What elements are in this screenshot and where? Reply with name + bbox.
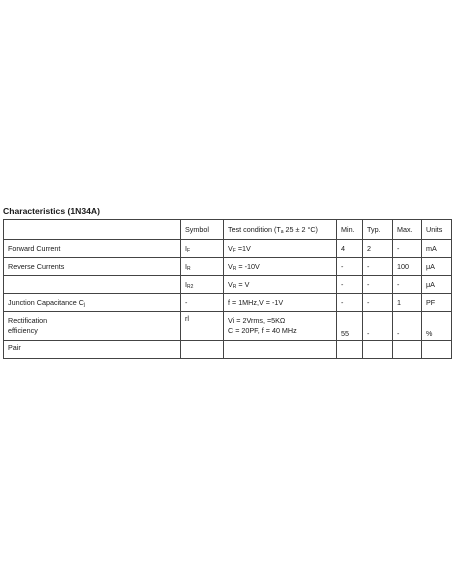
cell-typ: - [363, 312, 393, 341]
cell-min: 4 [337, 240, 363, 258]
cell-symbol: rl [181, 312, 224, 341]
cell-units [422, 341, 452, 359]
cell-parameter-main: Junction Capacitance C [8, 297, 84, 307]
cell-typ: 2 [363, 240, 393, 258]
cell-condition-line1: Vi = 2Vrms, =5KΩ [228, 316, 286, 325]
cell-condition-line2: C = 20PF, f = 40 MHz [228, 326, 297, 335]
cell-min: - [337, 258, 363, 276]
cell-parameter: Pair [4, 341, 181, 359]
cell-symbol-sub: F [187, 247, 191, 254]
cell-symbol [181, 240, 224, 258]
cell-max: - [393, 312, 422, 341]
cell-condition [224, 258, 337, 276]
cell-units: % [422, 312, 452, 341]
cell-units: μA [422, 258, 452, 276]
cell-units: PF [422, 294, 452, 312]
header-parameter [4, 220, 181, 240]
table-header-row [4, 220, 452, 240]
cell-symbol-main: I [185, 243, 187, 253]
cell-min: 55 [337, 312, 363, 341]
cell-min: - [337, 276, 363, 294]
cell-units: μA [422, 276, 452, 294]
cell-condition-main: V [228, 279, 233, 289]
cell-parameter-line2: efficiency [8, 326, 38, 335]
cell-symbol: - [181, 294, 224, 312]
cell-parameter: Reverse Currents [4, 258, 181, 276]
cell-symbol-sub: R [187, 265, 191, 272]
cell-condition-sub: R [232, 283, 237, 290]
cell-units: mA [422, 240, 452, 258]
table-row-reverse-current [4, 258, 452, 276]
table-row-reverse-current-2 [4, 276, 452, 294]
characteristics-table [3, 219, 452, 359]
cell-symbol [181, 258, 224, 276]
cell-condition-main: V [228, 243, 233, 253]
cell-condition [224, 276, 337, 294]
cell-symbol-main: I [185, 279, 187, 289]
cell-parameter: Forward Current [4, 240, 181, 258]
header-typ: Typ. [363, 220, 393, 240]
cell-condition-sub: R [232, 265, 237, 272]
cell-condition [224, 240, 337, 258]
cell-typ: - [363, 258, 393, 276]
cell-condition [224, 312, 337, 341]
cell-condition-rest: = -10V [236, 261, 260, 271]
cell-typ: - [363, 276, 393, 294]
cell-max [393, 341, 422, 359]
cell-condition-main: V [228, 261, 233, 271]
cell-symbol [181, 341, 224, 359]
table-row-junction-capacitance [4, 294, 452, 312]
cell-min [337, 341, 363, 359]
section-title: Characteristics (1N34A) [3, 206, 100, 216]
cell-min: - [337, 294, 363, 312]
header-test-condition-sub: a [280, 228, 284, 235]
cell-parameter-line1: Rectification [8, 316, 48, 325]
cell-condition-sub: F [232, 247, 236, 254]
cell-condition-rest: =1V [235, 243, 251, 253]
table-row-forward-current [4, 240, 452, 258]
table-row-pair [4, 341, 452, 359]
cell-typ [363, 341, 393, 359]
cell-condition-rest: = V [236, 279, 250, 289]
header-min: Min. [337, 220, 363, 240]
table-row-rectification-efficiency [4, 312, 452, 341]
cell-symbol-sub: R2 [187, 283, 194, 290]
cell-max: - [393, 276, 422, 294]
cell-typ: - [363, 294, 393, 312]
header-test-condition-prefix: Test condition (T [228, 224, 281, 234]
header-test-condition [224, 220, 337, 240]
cell-parameter-sub: j [83, 301, 86, 308]
header-symbol: Symbol [181, 220, 224, 240]
cell-parameter [4, 312, 181, 341]
cell-max: - [393, 240, 422, 258]
header-test-condition-suffix: 25 ± 2 °C) [283, 224, 318, 234]
cell-symbol [181, 276, 224, 294]
cell-parameter [4, 276, 181, 294]
cell-max: 1 [393, 294, 422, 312]
cell-symbol-main: I [185, 261, 187, 271]
header-units: Units [422, 220, 452, 240]
cell-parameter [4, 294, 181, 312]
cell-max: 100 [393, 258, 422, 276]
cell-condition [224, 341, 337, 359]
header-max: Max. [393, 220, 422, 240]
cell-condition: f = 1MHz,V = -1V [224, 294, 337, 312]
